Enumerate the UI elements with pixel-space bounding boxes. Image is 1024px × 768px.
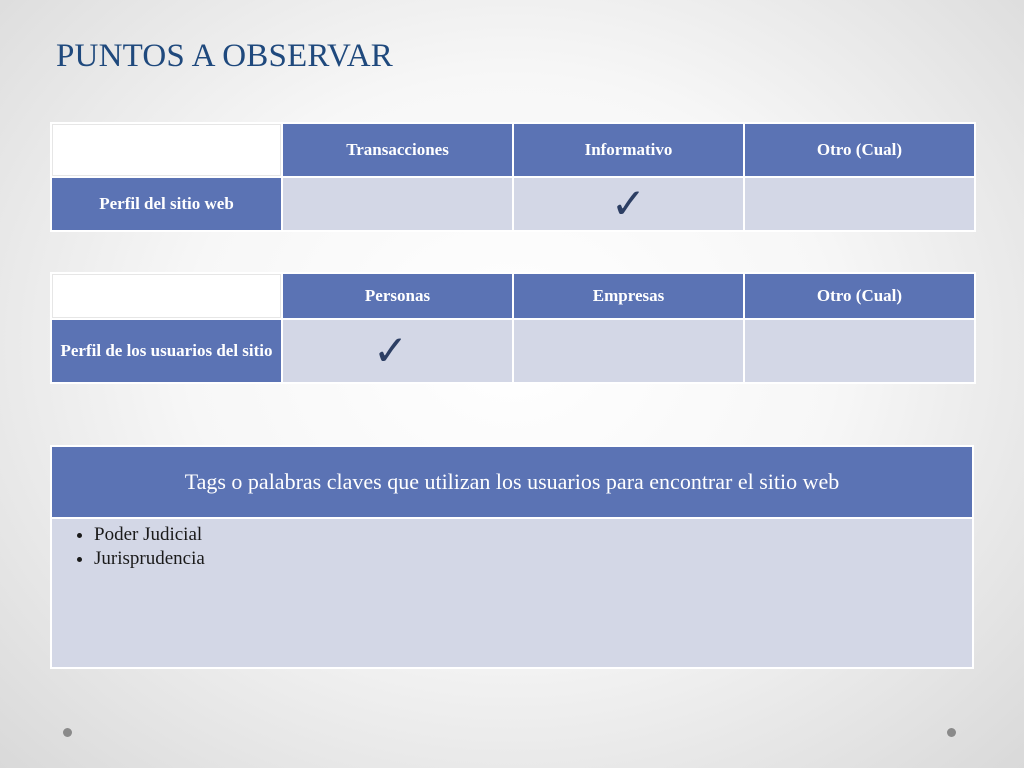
site-profile-table — [50, 122, 976, 232]
decorative-dot — [63, 728, 72, 737]
cell-otro — [745, 178, 974, 230]
slide-title: PUNTOS A OBSERVAR — [56, 38, 393, 74]
column-header-otro: Otro (Cual) — [745, 124, 974, 176]
table-corner-cell — [52, 124, 281, 176]
cell-otro — [745, 320, 974, 382]
column-header-transacciones: Transacciones — [283, 124, 512, 176]
cell-empresas — [514, 320, 743, 382]
users-profile-table — [50, 272, 976, 384]
check-mark-icon: ✓ — [373, 326, 409, 375]
tags-list — [52, 523, 972, 571]
column-header-empresas: Empresas — [514, 274, 743, 318]
row-label-users-profile: Perfil de los usuarios del sitio — [52, 320, 281, 382]
tags-body — [52, 519, 972, 667]
tag-item: • Jurisprudencia — [94, 547, 972, 571]
tag-item: • Poder Judicial — [94, 523, 972, 547]
row-label-site-profile: Perfil del sitio web — [52, 178, 281, 230]
tags-table — [50, 445, 974, 669]
column-header-otro: Otro (Cual) — [745, 274, 974, 318]
cell-personas — [283, 320, 512, 382]
tags-header: Tags o palabras claves que utilizan los usuarios para encontrar el sitio web — [52, 447, 972, 517]
table-corner-cell — [52, 274, 281, 318]
cell-informativo — [514, 178, 743, 230]
column-header-informativo: Informativo — [514, 124, 743, 176]
check-mark-icon: ✓ — [610, 179, 647, 228]
decorative-dot — [947, 728, 956, 737]
column-header-personas: Personas — [283, 274, 512, 318]
cell-transacciones — [283, 178, 512, 230]
